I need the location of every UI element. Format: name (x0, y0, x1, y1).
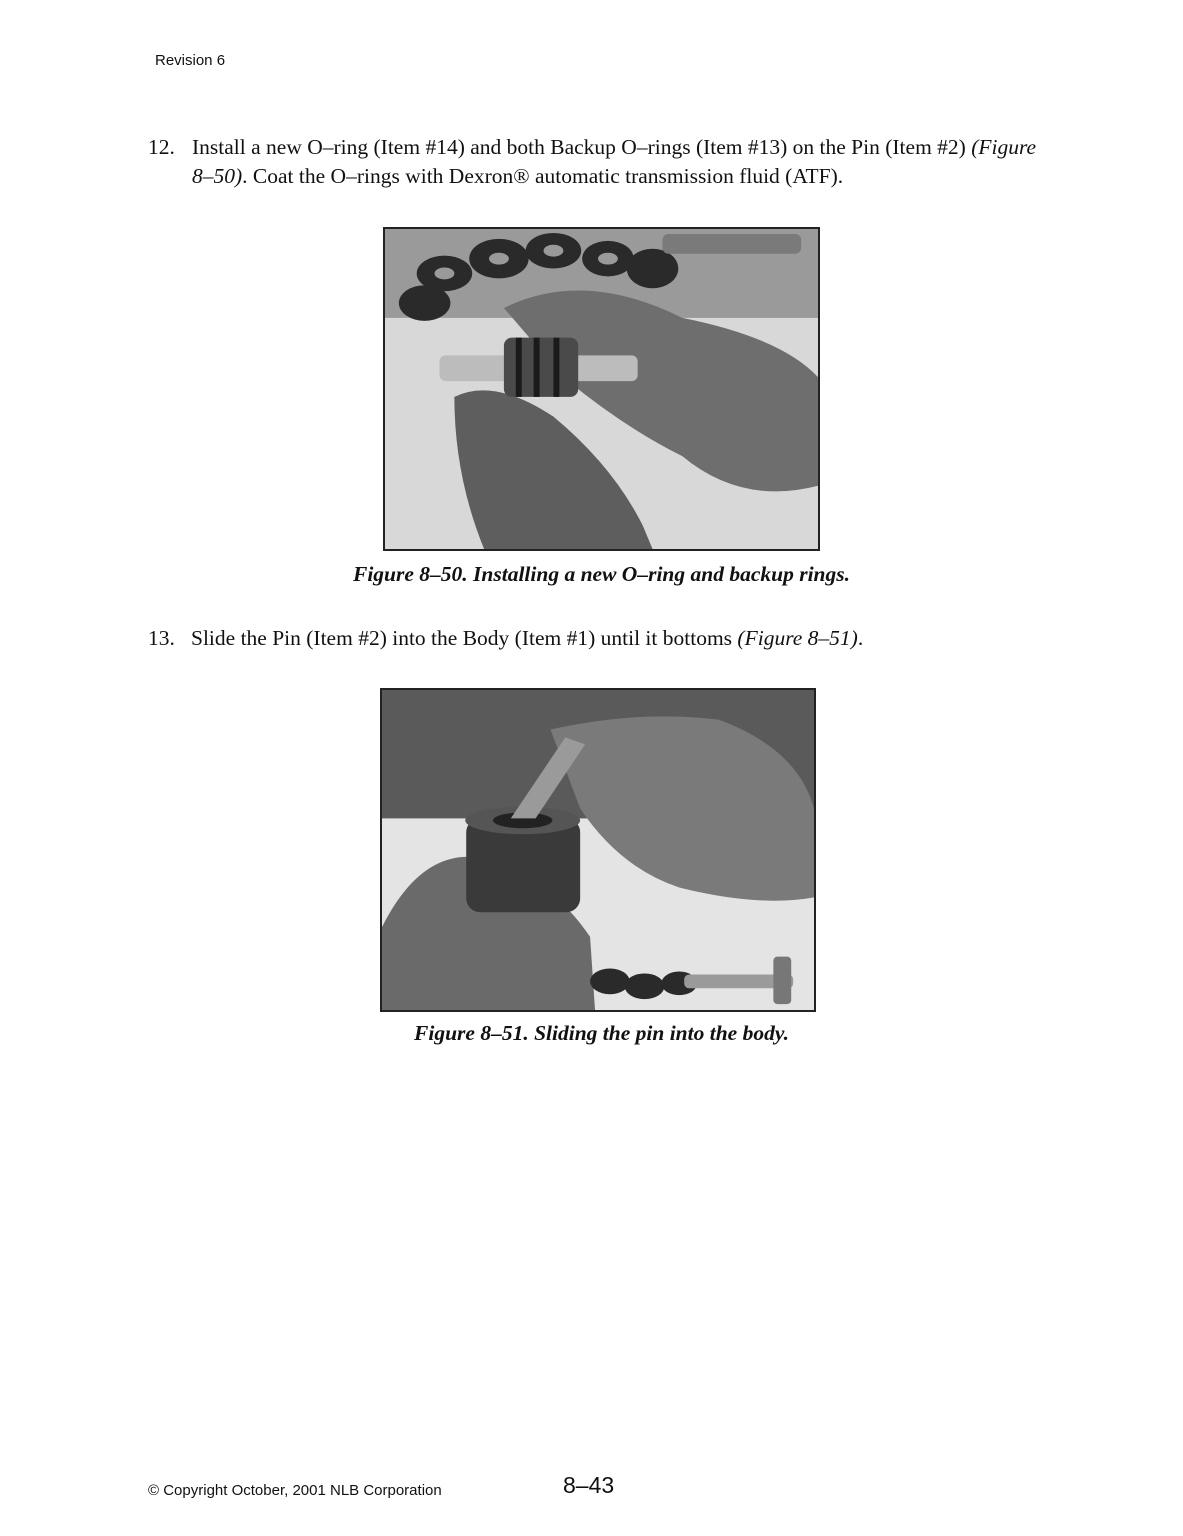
step-text-part: Slide the Pin (Item #2) into the Body (Item #1) until it bottoms (191, 626, 738, 650)
step-text (191, 624, 1048, 653)
step-text-part: . Coat the O–rings with Dexron® automatic transmission fluid (ATF). (242, 164, 844, 188)
step-13 (148, 624, 1048, 653)
figure-reference: (Figure 8–50) (192, 135, 1037, 188)
o-ring-install-photo (385, 229, 818, 549)
step-text-part: . (857, 626, 864, 650)
figure-reference: (Figure 8–51) (737, 626, 858, 650)
figure-8-51-photo (380, 688, 816, 1012)
step-number: 13. (148, 626, 175, 650)
step-text-part: Install a new O–ring (Item #14) and both Backup O–rings (Item #13) on the Pin (Item #2) (192, 135, 972, 159)
step-12 (148, 133, 1048, 191)
revision-label: Revision 6 (155, 52, 226, 69)
pin-into-body-photo (382, 690, 814, 1010)
figure-8-50-photo (383, 227, 820, 551)
step-text (192, 133, 1048, 191)
page-number: 8–43 (563, 1472, 615, 1498)
copyright-notice: © Copyright October, 2001 NLB Corporation (148, 1482, 442, 1499)
figure-8-50-caption: Figure 8–50. Installing a new O–ring and backup rings. (352, 562, 850, 586)
figure-8-51-caption: Figure 8–51. Sliding the pin into the body. (414, 1021, 789, 1045)
step-number: 12. (148, 135, 175, 159)
